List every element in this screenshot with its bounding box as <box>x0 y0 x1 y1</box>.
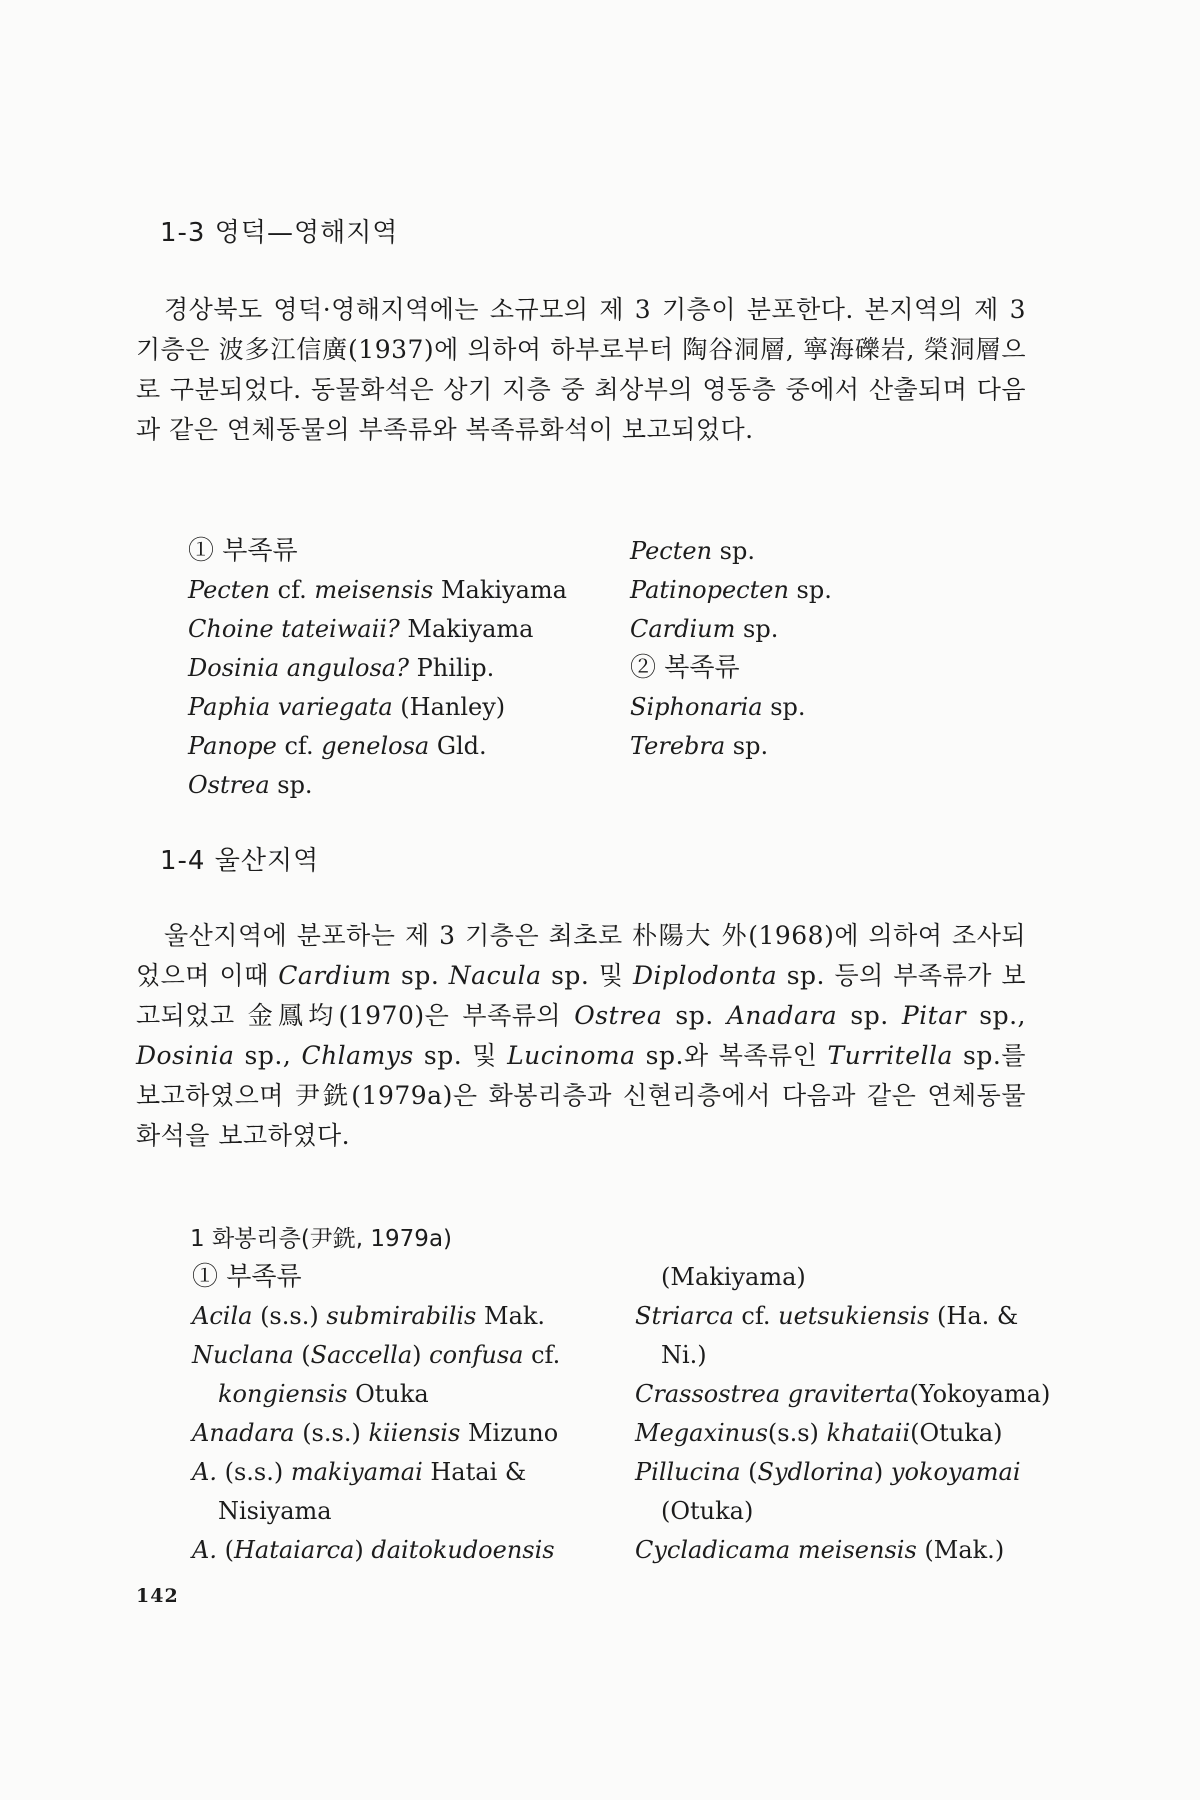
genus-name: Terebra <box>630 732 726 760</box>
taxon-name: uetsukiensis <box>778 1302 930 1330</box>
list-item <box>192 1414 560 1453</box>
qualifier: sp. <box>788 576 832 604</box>
taxon-text: (Mak.) <box>916 1536 1005 1564</box>
taxon-text: ) <box>354 1536 372 1564</box>
taxon-name: confusa <box>429 1341 524 1369</box>
genus-name: Patinopecten <box>630 576 789 604</box>
list-item <box>192 1297 560 1336</box>
list-item <box>630 571 832 610</box>
taxon-name: kongiensis <box>218 1380 348 1408</box>
para-text: sp., <box>234 1041 302 1070</box>
list-item <box>188 766 567 805</box>
taxon-name: Acila <box>192 1302 253 1330</box>
taxon-text: Mak. <box>476 1302 546 1330</box>
genus-name: Nacula <box>448 961 542 990</box>
species-name: genelosa <box>321 732 430 760</box>
list-item <box>635 1258 1050 1297</box>
genus-name: Lucinoma <box>507 1041 636 1070</box>
qualifier: sp. <box>712 537 755 565</box>
subsection-heading: 1 화봉리층(尹銑, 1979a) <box>190 1226 453 1252</box>
page-number: 142 <box>136 1585 179 1607</box>
taxon-name: Hataiarca <box>233 1536 355 1564</box>
list-item <box>630 727 832 766</box>
taxon-text: cf. <box>523 1341 561 1369</box>
species-name: meisensis <box>314 576 434 604</box>
taxon-text: (Ha. & <box>929 1302 1019 1330</box>
taxon-text: (Otuka) <box>910 1419 1003 1447</box>
taxon-text: ) <box>412 1341 430 1369</box>
genus-name: Panope <box>188 732 277 760</box>
para-text: sp.와 복족류인 <box>635 1041 828 1070</box>
para-text: sp. 및 <box>413 1041 508 1070</box>
taxon-text: Nisiyama <box>218 1497 332 1525</box>
list-item <box>192 1492 560 1531</box>
species-list-left-1-3 <box>188 532 567 805</box>
list-item <box>188 727 567 766</box>
taxon-text: Hatai & <box>422 1458 527 1486</box>
para-text: 울산지역에 분포하는 제 3 기층은 최초로 朴陽大 外(1968)에 의하여 조사되었으며 이때 <box>136 921 1026 990</box>
species-list-right-1-4 <box>635 1258 1050 1570</box>
qualifier: sp. <box>735 615 779 643</box>
qualifier <box>270 693 278 721</box>
para-text: sp. <box>662 1001 727 1030</box>
paragraph-1-3: 경상북도 영덕·영해지역에는 소규모의 제 3 기층이 분포한다. 본지역의 제 3 기층은 波多江信廣(1937)에 의하여 하부로부터 陶谷洞層, 寧海礫岩, 榮洞層으로 구분되었다. 동물화석은 상기 지층 중 최상부의 영동층 중에서 산출되며 다음과 같은 연체동물의 부족류와 복족류화석이 보고되었다. <box>136 295 1026 444</box>
list-item <box>630 610 832 649</box>
taxon-text: ( <box>740 1458 758 1486</box>
list-item <box>635 1336 1050 1375</box>
genus-name: Pitar <box>901 1001 967 1030</box>
para-text: sp.를 보고하였으며 尹銑(1979a)은 화봉리층과 신현리층에서 다음과 같은 연체동물화석을 보고하였다. <box>136 1041 1026 1150</box>
taxon-text: ) <box>873 1458 891 1486</box>
list-item <box>630 688 832 727</box>
list-item <box>635 1531 1050 1570</box>
para-text: sp. <box>837 1001 902 1030</box>
genus-name: Cardium <box>630 615 736 643</box>
taxon-name: Megaxinus <box>635 1419 768 1447</box>
taxon-text: (Makiyama) <box>661 1263 806 1291</box>
group-heading: ① 부족류 <box>188 536 298 566</box>
taxon-text: (s.s) <box>767 1419 827 1447</box>
author-name: (Hanley) <box>392 693 506 721</box>
taxon-text: (Yokoyama) <box>909 1380 1051 1408</box>
taxon-text: Otuka <box>347 1380 429 1408</box>
list-item <box>635 1414 1050 1453</box>
list-item <box>635 1492 1050 1531</box>
group-heading: ② 복족류 <box>630 653 740 683</box>
taxon-name: Sydlorina <box>757 1458 874 1486</box>
author-name: Philip. <box>408 654 495 682</box>
taxon-text: Mizuno <box>460 1419 559 1447</box>
taxon-name: daitokudoensis <box>371 1536 555 1564</box>
section-heading-1-4: 1-4 울산지역 <box>160 846 320 876</box>
taxon-text: Ni.) <box>661 1341 707 1369</box>
taxon-name: A. <box>192 1536 217 1564</box>
taxon-name: khataii <box>826 1419 911 1447</box>
paragraph-1-4 <box>136 916 1026 1156</box>
taxon-name: Cycladicama meisensis <box>635 1536 917 1564</box>
author-name: Makiyama <box>433 576 567 604</box>
taxon-text: (s.s.) <box>294 1419 369 1447</box>
list-item <box>635 1375 1050 1414</box>
genus-name: Chlamys <box>301 1041 414 1070</box>
taxon-name: Nuclana <box>192 1341 294 1369</box>
list-item <box>192 1531 560 1570</box>
genus-name: Choine <box>188 615 274 643</box>
qualifier: cf. <box>270 576 315 604</box>
qualifier: sp. <box>762 693 806 721</box>
taxon-name: Saccella <box>310 1341 413 1369</box>
taxon-name: Pillucina <box>635 1458 741 1486</box>
taxon-text: ( <box>293 1341 311 1369</box>
taxon-text: (s.s.) <box>216 1458 291 1486</box>
list-item <box>630 532 832 571</box>
para-text: sp. <box>391 961 449 990</box>
taxon-name: submirabilis <box>326 1302 477 1330</box>
taxon-name: makiyamai <box>290 1458 423 1486</box>
genus-name: Anadara <box>726 1001 838 1030</box>
genus-name: Paphia <box>188 693 271 721</box>
genus-name: Diplodonta <box>633 961 778 990</box>
genus-name: Pecten <box>188 576 271 604</box>
list-item <box>192 1375 560 1414</box>
qualifier <box>279 654 287 682</box>
genus-name: Ostrea <box>188 771 270 799</box>
author-name: Gld. <box>429 732 487 760</box>
genus-name: Cardium <box>278 961 392 990</box>
list-item <box>188 649 567 688</box>
list-item <box>635 1297 1050 1336</box>
para-text: sp., <box>966 1001 1026 1030</box>
list-item <box>192 1453 560 1492</box>
genus-name: Turritella <box>827 1041 953 1070</box>
group-heading: ① 부족류 <box>192 1262 302 1292</box>
list-item <box>188 610 567 649</box>
genus-name: Pecten <box>630 537 713 565</box>
list-item <box>188 571 567 610</box>
taxon-name: yokoyamai <box>890 1458 1021 1486</box>
taxon-name: Crassostrea graviterta <box>635 1380 910 1408</box>
list-item <box>635 1453 1050 1492</box>
species-list-left-1-4 <box>192 1258 560 1570</box>
taxon-text: (s.s.) <box>252 1302 327 1330</box>
genus-name: Ostrea <box>574 1001 663 1030</box>
species-list-right-1-3 <box>630 532 832 766</box>
species-name: tateiwaii? <box>281 615 400 643</box>
para-text: sp. 등의 부족류가 보고되었고 金鳳均(1970)은 부족류의 <box>136 961 1026 1030</box>
genus-name: Dosinia <box>136 1041 235 1070</box>
taxon-name: Striarca <box>635 1302 734 1330</box>
list-item <box>188 688 567 727</box>
author-name: Makiyama <box>399 615 534 643</box>
qualifier: cf. <box>276 732 322 760</box>
species-name: variegata <box>277 693 393 721</box>
taxon-text: (Otuka) <box>661 1497 754 1525</box>
species-name: angulosa? <box>286 654 409 682</box>
taxon-name: A. <box>192 1458 217 1486</box>
qualifier: sp. <box>725 732 769 760</box>
genus-name: Dosinia <box>188 654 280 682</box>
genus-name: Siphonaria <box>630 693 763 721</box>
taxon-text: ( <box>216 1536 234 1564</box>
section-heading-1-3: 1-3 영덕—영해지역 <box>160 218 399 248</box>
taxon-name: Anadara <box>192 1419 295 1447</box>
taxon-name: kiiensis <box>368 1419 461 1447</box>
para-text: sp. 및 <box>541 961 633 990</box>
taxon-text: cf. <box>733 1302 779 1330</box>
qualifier: sp. <box>269 771 313 799</box>
list-item <box>192 1336 560 1375</box>
